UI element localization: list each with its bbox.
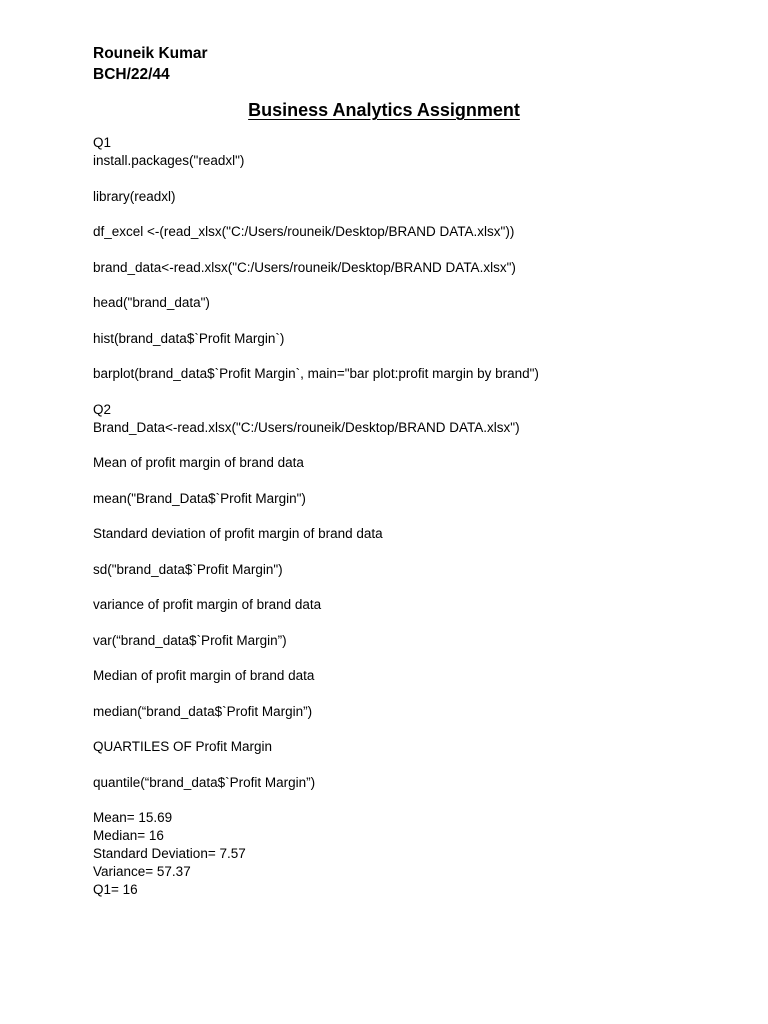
question-label-q2: Q2 [93,401,112,417]
document-content [93,43,713,899]
heading-quartiles: QUARTILES OF Profit Margin [93,739,273,754]
code-line-quantile: quantile(“brand_data$`Profit Margin”) [93,774,316,790]
code-line-median: median(“brand_data$`Profit Margin”) [93,703,313,719]
code-line-library: library(readxl) [93,188,176,204]
document-body [93,134,713,899]
code-line-var: var(“brand_data$`Profit Margin”) [93,632,287,648]
result-variance: Variance= 57.37 [93,864,191,879]
code-line-barplot: barplot(brand_data$`Profit Margin`, main="bar plot:profit margin by brand") [93,366,539,381]
code-line-sd: sd("brand_data$`Profit Margin") [93,561,283,577]
code-line-df-excel: df_excel <-(read_xlsx("C:/Users/rouneik/Desktop/BRAND DATA.xlsx")) [93,224,515,239]
heading-sd: Standard deviation of profit margin of brand data [93,526,383,541]
code-line-brand-data: brand_data<-read.xlsx("C:/Users/rouneik/Desktop/BRAND DATA.xlsx") [93,259,516,275]
result-median: Median= 16 [93,828,164,843]
result-q1: Q1= 16 [93,882,138,897]
result-std-dev: Standard Deviation= 7.57 [93,846,246,861]
question-label-q1: Q1 [93,135,112,150]
code-line-mean: mean("Brand_Data$`Profit Margin") [93,490,306,506]
code-line-read: Brand_Data<-read.xlsx("C:/Users/rouneik/Desktop/BRAND DATA.xlsx") [93,419,520,435]
code-line-hist: hist(brand_data$`Profit Margin`) [93,330,285,346]
document-title: Business Analytics Assignment [248,100,520,120]
result-mean: Mean= 15.69 [93,810,173,825]
heading-mean: Mean of profit margin of brand data [93,455,304,470]
code-line-head: head("brand_data") [93,295,210,310]
heading-variance: variance of profit margin of brand data [93,597,322,612]
author-name: Rouneik Kumar [93,45,208,62]
heading-median: Median of profit margin of brand data [93,668,315,683]
code-line-install: install.packages("readxl") [93,153,245,168]
roll-number: BCH/22/44 [93,66,170,83]
